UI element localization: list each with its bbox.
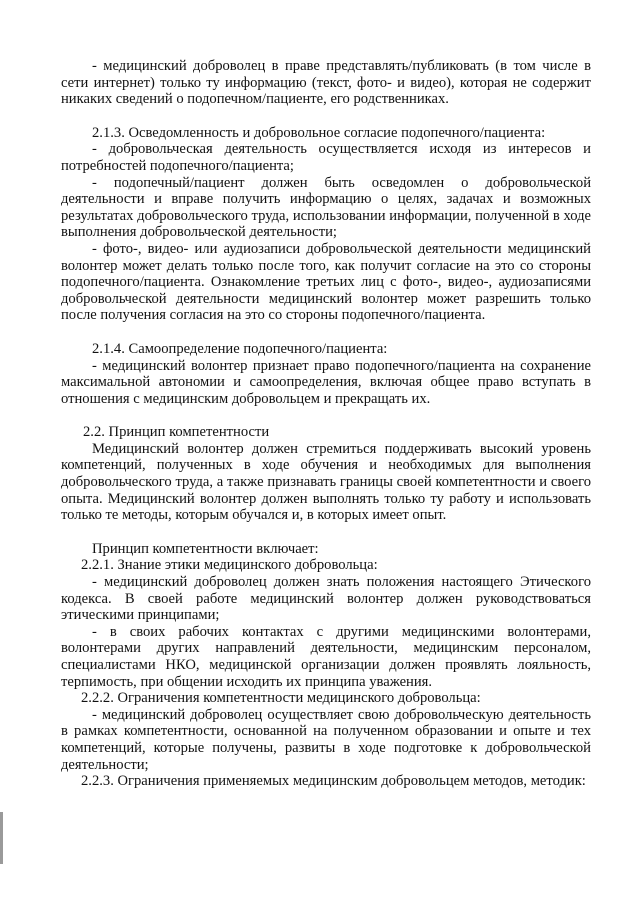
paragraph-competence: Медицинский волонтер должен стремиться поддерживать высокий уровень компетенций, полученных в ходе обучения и необходимых для выполнения добровольческого труда, а также признавать границы своей компетентности и своего опыта. Медицинский волонтер должен выполнять только ту работу и использовать только те методы, которым обучался и, в которых имеет опыт. xyxy=(61,440,591,524)
section-heading-2-2-3: 2.2.3. Ограничения применяемых медицинским добровольцем методов, методик: xyxy=(81,773,586,790)
paragraph-contacts: - в своих рабочих контактах с другими медицинскими волонтерами, волонтерами других направлений деятельности, медицинским персоналом, специалистами НКО, медицинской организации должен проявлять лояльность, терпимость, при общении исходить их принципа уважения. xyxy=(61,623,591,690)
section-heading-2-2-1: 2.2.1. Знание этики медицинского добровольца: xyxy=(81,557,378,574)
paragraph-informed: - подопечный/пациент должен быть осведомлен о добровольческой деятельности и вправе получить информацию о целях, задачах и возможных результатах добровольческого труда, использовании информации, полученной в ходе выполнения добровольческой деятельности; xyxy=(61,174,591,241)
document-body xyxy=(61,58,591,790)
section-heading-2-1-3: 2.1.3. Осведомленность и добровольное согласие подопечного/пациента: xyxy=(92,124,546,141)
paragraph-competence-includes: Принцип компетентности включает: xyxy=(92,540,319,557)
scan-edge-mark xyxy=(0,812,3,864)
paragraph-media-consent: - фото-, видео- или аудиозаписи добровольческой деятельности медицинский волонтер может делать только после того, как получит согласие на это со стороны подопечного/пациента. Ознакомление третьих лиц с фото-, видео-, аудиозаписями добровольческой деятельности медицинский волонтер может разрешить только после получения согласия на это со стороны подопечного/пациента. xyxy=(61,240,591,324)
paragraph-autonomy: - медицинский волонтер признает право подопечного/пациента на сохранение максимальной автономии и самоопределения, включая общее право вступать в отношения с медицинским добровольцем и прекращать их. xyxy=(61,357,591,407)
paragraph-interests: - добровольческая деятельность осуществляется исходя из интересов и потребностей подопечного/пациента; xyxy=(61,141,591,174)
section-heading-2-2-2: 2.2.2. Ограничения компетентности медицинского добровольца: xyxy=(81,690,481,707)
paragraph-competence-limits: - медицинский доброволец осуществляет свою добровольческую деятельность в рамках компетентности, основанной на полученном образовании и опыте и тех компетенций, которые получены, развиты в ходе подготовке к добровольческой деятельности; xyxy=(61,706,591,773)
paragraph-code-knowledge: - медицинский доброволец должен знать положения настоящего Этического кодекса. В своей работе медицинский волонтер должен руководствоваться этическими принципами; xyxy=(61,574,591,624)
section-heading-2-1-4: 2.1.4. Самоопределение подопечного/пациента: xyxy=(92,340,388,357)
paragraph-publication-rule: - медицинский доброволец в праве представлять/публиковать (в том числе в сети интернет) только ту информацию (текст, фото- и видео), которая не содержит никаких сведений о подопечном/пациенте, его родственниках. xyxy=(61,58,591,108)
section-heading-2-2: 2.2. Принцип компетентности xyxy=(83,424,270,441)
